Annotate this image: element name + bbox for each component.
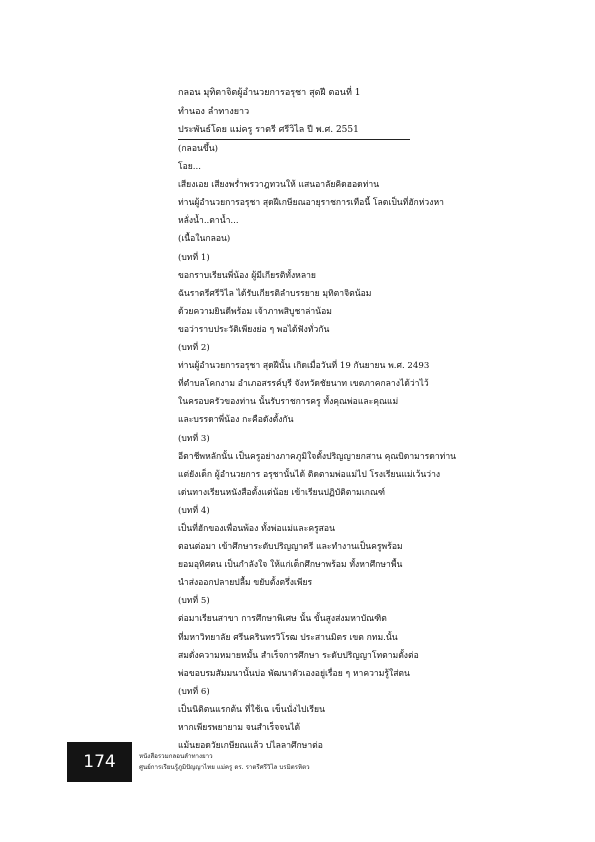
poem-line: ที่มหาวิทยาลัย ศรีนครินทรวิโรฒ ประสานมิตร เขต กทม.นั้น [178, 632, 398, 643]
poem-line: แต่ยังเด็ก ผู้อำนวยการ อรุชานั้นได้ ติดตามพ่อแม่ไป โรงเรียนแม่เว้นว่าง [178, 469, 441, 480]
poem-line: และบรรดาพี่น้อง กะคือดังตั้งกัน [178, 415, 294, 426]
poem-line: (เนื้อในกลอน) [178, 234, 231, 245]
poem-line: ขอกราบเรียนพี่น้อง ผู้มีเกียรติทั้งหลาย [178, 270, 316, 281]
poem-line: (กลอนขึ้น) [178, 144, 218, 154]
poem-line: แม้นยอดวัยเกษียณแล้ว บ่ไลลาศึกษาต่อ [178, 741, 323, 752]
poem-line: (บทที่ 5) [178, 596, 210, 607]
poem-line: ตอนต่อมา เข้าศึกษาระดับปริญญาตรี และทำงานเป็นครูพร้อม [178, 542, 403, 553]
poem-line: ในครอบครัวของท่าน นั้นรับราชการครู ทั้งคุณพ่อและคุณแม่ [178, 397, 399, 408]
poem-melody: ทำนอง ลำทางยาว [178, 106, 250, 117]
poem-line: ท่านผู้อำนวยการอรุชา สุดฝีนั้น เกิดเมื่อวันที่ 19 กันยายน พ.ศ. 2493 [178, 361, 430, 372]
poem-line: เป็นที่ฮักของเพื่อนพ้อง ทั้งพ่อแม่และครูสอน [178, 523, 335, 534]
poem-line: อีตาชีพหลักนั้น เป็นครูอย่างภาคภูมิใจตั้งปริญญายกสาน คุณบิดามารดาท่าน [178, 451, 457, 462]
poem-line: (บทที่ 2) [178, 343, 210, 354]
page-footer [67, 742, 567, 782]
poem-line: ต่อมาเรียนสาขา การศึกษาพิเศษ นั้น ขั้นสูงส่งมหาบัณฑิต [178, 614, 387, 625]
poem-line: สมดั่งความหมายหมั้น สำเร็จการศึกษา ระดับปริญญาโทตามตั้งต่อ [178, 650, 419, 661]
poem-line: (บทที่ 6) [178, 686, 210, 697]
poem-line: (บทที่ 1) [178, 252, 210, 263]
poem-title: กลอน มุทิตาจิตผู้อำนวยการอรุชา สุดฝี ตอนที่ 1 [178, 88, 361, 98]
poem-line: หลั่งน้ำ..ตาน้ำ... [178, 216, 239, 227]
footer-publisher: ศูนย์การเรียนรู้ภูมิปัญญาไทย แม่ครู ดร. ราตรีศรีวิไล บรมิตรหิตว [139, 764, 310, 771]
poem-body [178, 140, 498, 755]
poem-line: ฉันราตรีศรีวิไล ได้รับเกียรติลำบรรยาย มุทิตาจิตน้อม [178, 288, 372, 299]
page-number: 174 [67, 742, 132, 782]
poem-line: ขอว่าราบประวัติเพียงย่อ ๆ พอได้ฟังทั่วกัน [178, 324, 330, 335]
poem-line: เป็นนิติตนแรกต้น ที่ใช้เฉ เข็นนั่งไปเรียน [178, 704, 325, 715]
poem-line: ยอมอุทิศตน เป็นกำลังใจ ให้แก่เด็กศึกษาพร้อม ทั้งหาศึกษาพื้น [178, 560, 403, 571]
poem-line: ท่านผู้อำนวยการอรุชา สุดฝีเกษียณอายุราชการเทือนี้ โลดเป็นที่ฮักห่วงหา [178, 198, 444, 209]
poem-line: เด่นทางเรียนหนังสือตั้งแต่น้อย เข้าเรียนปฏิบัติตามเกณฑ์ [178, 487, 386, 498]
poem-line: หากเพียรพยายาม จนสำเร็จจนได้ [178, 723, 301, 733]
poem-line: นำส่งออกปลายปลื้ม ขยับตั้งตรึ่งเพียร [178, 578, 313, 589]
poem-line: (บทที่ 4) [178, 505, 210, 516]
poem-author: ประพันธ์โดย แม่ครู ราตรี ศรีวิไล ปี พ.ศ. 2551 [178, 125, 359, 135]
poem-header [178, 84, 410, 140]
poem-line: (บทที่ 3) [178, 433, 210, 444]
poem-line: พ่อขอบรมสัมมนานั้นบ่อ พัฒนาตัวเองอยู่เรื่อย ๆ หาความรู้ใส่ตน [178, 668, 410, 679]
poem-line: ด้วยความยินดีพร้อม เจ้าภาพสิบูชาล่าน้อม [178, 306, 332, 317]
footer-caption [139, 751, 310, 773]
footer-book-title: หนังสือรวมกลอนลำทางยาว [139, 753, 213, 760]
poem-line: เสียงเอย เสียงพร่ำพรวาฎทวนให้ แสนอาลัยคิดฮอดท่าน [178, 180, 380, 191]
poem-line: โอย... [178, 162, 202, 173]
poem-line: ที่ตำบลโคกงาม อำเภอสรรค์บุรี จังหวัดชัยนาท เขตภาคกลางได้ว่าไว้ [178, 379, 429, 390]
